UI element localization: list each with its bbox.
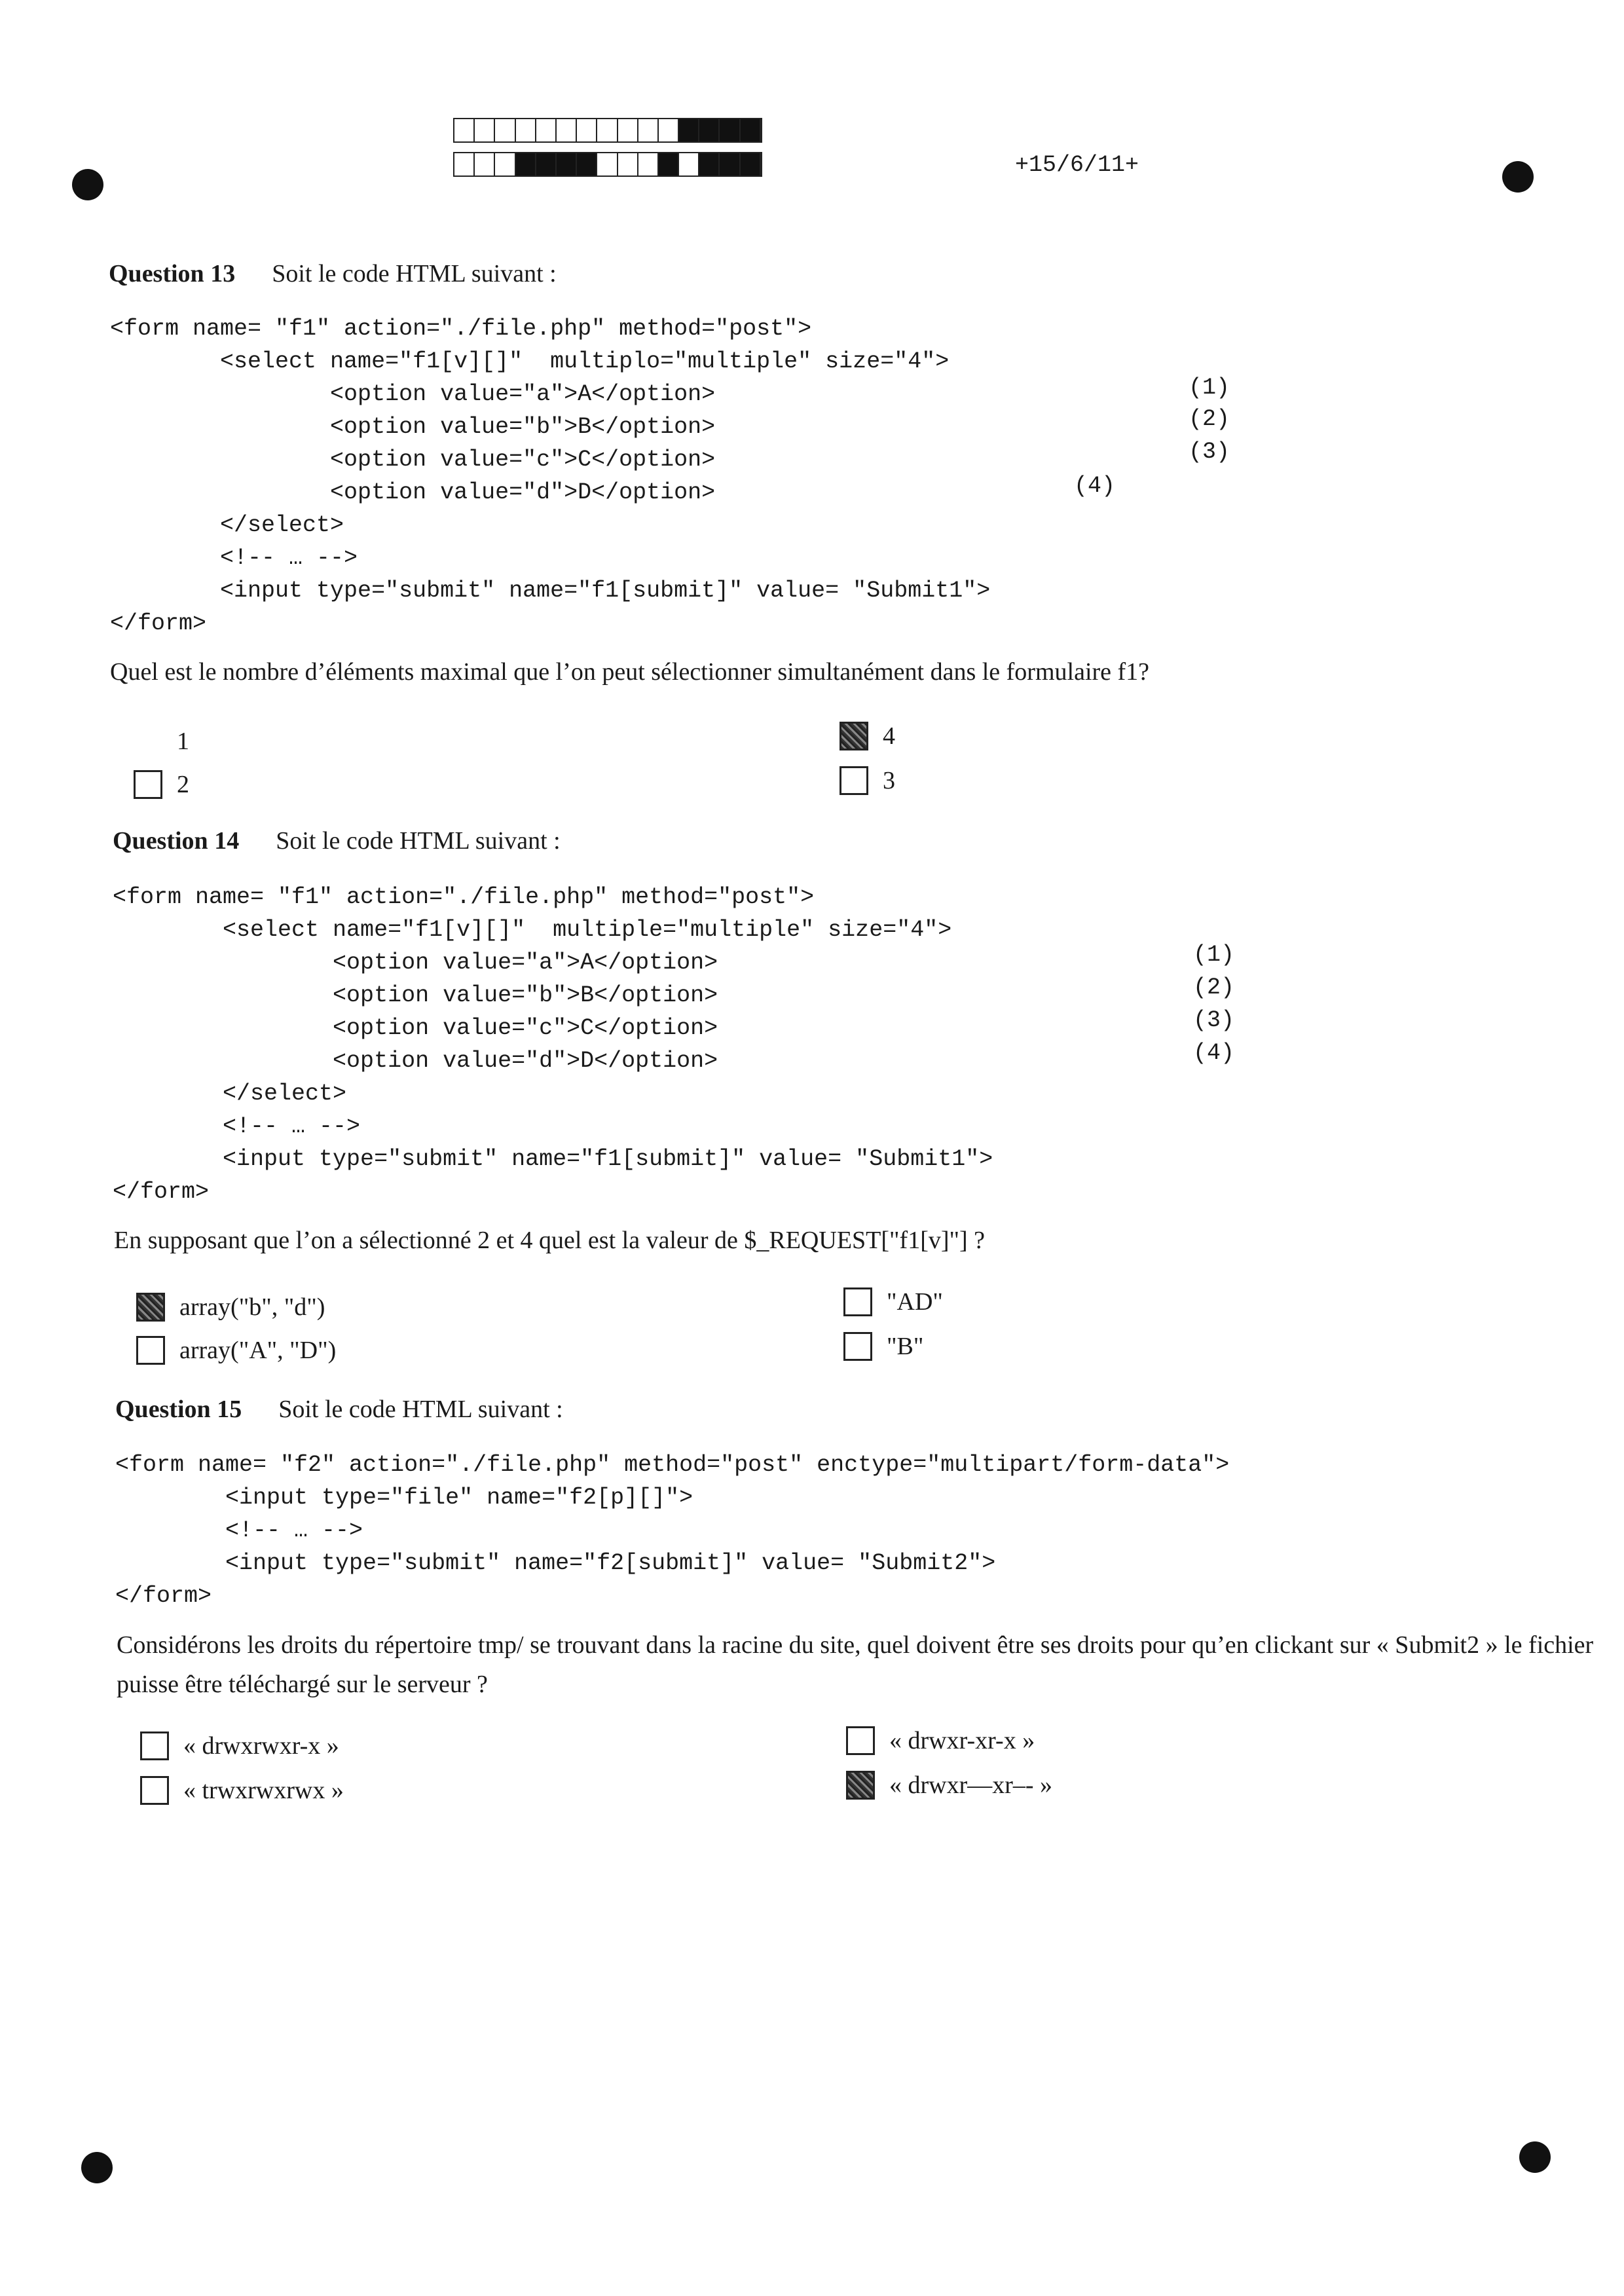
code-block bbox=[113, 881, 993, 1208]
barcode-cell bbox=[536, 153, 557, 176]
choice-label: "AD" bbox=[887, 1288, 943, 1316]
barcode-cell bbox=[516, 153, 536, 176]
code-line: <form name= "f1" action="./file.php" method="post"> bbox=[110, 316, 812, 342]
question-intro: Soit le code HTML suivant : bbox=[272, 260, 557, 287]
barcode-cell bbox=[597, 153, 618, 176]
answer-choice[interactable] bbox=[846, 1726, 1035, 1755]
barcode-cell bbox=[577, 153, 597, 176]
barcode-cell bbox=[454, 119, 475, 141]
barcode-cell bbox=[659, 153, 679, 176]
answer-choice[interactable] bbox=[136, 1293, 325, 1322]
choice-label: "B" bbox=[887, 1333, 924, 1360]
barcode-cell bbox=[516, 119, 536, 141]
code-line: <input type="submit" name="f1[submit]" value= "Submit1"> bbox=[113, 1146, 993, 1172]
barcode-cell bbox=[720, 153, 740, 176]
question-prompt: Considérons les droits du répertoire tmp/ se trouvant dans la racine du site, quel doivent être ses droits pour qu’en clickant sur « Submit2 » le fichier puisse être téléchargé sur le serveur ? bbox=[117, 1631, 1594, 1698]
registration-mark-bottom-right bbox=[1519, 2141, 1551, 2173]
barcode-cell bbox=[597, 119, 618, 141]
page-code: +15/6/11+ bbox=[1015, 152, 1139, 178]
checkbox-checked[interactable] bbox=[840, 722, 868, 750]
question-intro: Soit le code HTML suivant : bbox=[276, 827, 561, 855]
registration-mark-bottom-left bbox=[81, 2152, 113, 2183]
code-line: <select name="f1[v][]" multiplo="multiple" size="4"> bbox=[110, 348, 950, 375]
code-block bbox=[115, 1449, 1229, 1612]
answer-choice[interactable] bbox=[840, 722, 895, 750]
barcode-cell bbox=[699, 119, 720, 141]
line-number: (4) bbox=[1193, 1040, 1235, 1066]
code-line: <form name= "f2" action="./file.php" method="post" enctype="multipart/form-data"> bbox=[115, 1452, 1230, 1478]
code-line: <!-- … --> bbox=[115, 1517, 363, 1544]
code-line: <option value="c">C</option> bbox=[110, 447, 716, 473]
line-number: (4) bbox=[1074, 473, 1116, 499]
answer-choice[interactable] bbox=[140, 1731, 339, 1760]
checkbox[interactable] bbox=[843, 1287, 872, 1316]
checkbox[interactable] bbox=[846, 1726, 875, 1755]
choice-label: 1 bbox=[177, 728, 189, 755]
barcode-cell bbox=[741, 153, 761, 176]
code-line: </select> bbox=[110, 512, 344, 538]
barcode-cell bbox=[679, 153, 699, 176]
checkbox[interactable] bbox=[843, 1332, 872, 1361]
answer-choice[interactable] bbox=[846, 1771, 1052, 1800]
code-line: </form> bbox=[113, 1179, 210, 1205]
barcode-cell bbox=[557, 119, 577, 141]
barcode-cell bbox=[659, 119, 679, 141]
registration-mark-top-right bbox=[1502, 161, 1534, 193]
barcode-cell bbox=[475, 153, 495, 176]
choice-label: 3 bbox=[883, 767, 895, 794]
checkbox[interactable] bbox=[136, 1336, 165, 1365]
barcode-cell bbox=[577, 119, 597, 141]
choice-label: « drwxr-xr-x » bbox=[889, 1727, 1035, 1754]
line-number: (2) bbox=[1193, 974, 1235, 1001]
line-number: (3) bbox=[1189, 439, 1230, 465]
barcode-row-2 bbox=[453, 152, 762, 177]
barcode-cell bbox=[618, 119, 638, 141]
answer-choice[interactable] bbox=[840, 766, 895, 795]
choice-label: 2 bbox=[177, 771, 189, 798]
question-label: Question 15 bbox=[115, 1396, 242, 1423]
answer-choice[interactable] bbox=[843, 1287, 943, 1316]
choice-label: array("A", "D") bbox=[179, 1337, 337, 1364]
choice-label: « drwxr—xr–- » bbox=[889, 1771, 1053, 1799]
barcode-cell bbox=[536, 119, 557, 141]
choice-label: 4 bbox=[883, 722, 895, 750]
answer-choice[interactable] bbox=[136, 1336, 336, 1365]
question-intro: Soit le code HTML suivant : bbox=[278, 1396, 563, 1423]
line-number: (1) bbox=[1189, 375, 1230, 401]
barcode-cell bbox=[638, 119, 659, 141]
registration-mark-top-left bbox=[72, 169, 103, 200]
barcode-cell bbox=[741, 119, 761, 141]
code-line: <option value="a">A</option> bbox=[113, 950, 718, 976]
barcode-cell bbox=[679, 119, 699, 141]
checkbox[interactable] bbox=[134, 770, 162, 799]
answer-choice[interactable] bbox=[140, 1776, 344, 1805]
question-15-header bbox=[115, 1395, 563, 1424]
code-line: </select> bbox=[113, 1081, 347, 1107]
code-line: <!-- … --> bbox=[110, 545, 358, 571]
code-line: <select name="f1[v][]" multiple="multiple" size="4"> bbox=[113, 917, 952, 943]
barcode-cell bbox=[454, 153, 475, 176]
code-line: <input type="submit" name="f1[submit]" value= "Submit1"> bbox=[110, 578, 991, 604]
barcode-cell bbox=[699, 153, 720, 176]
barcode-cell bbox=[618, 153, 638, 176]
barcode-cell bbox=[557, 153, 577, 176]
barcode-cell bbox=[495, 119, 515, 141]
question-label: Question 13 bbox=[109, 260, 236, 287]
question-label: Question 14 bbox=[113, 827, 240, 855]
code-line: <option value="d">D</option> bbox=[113, 1048, 718, 1074]
line-number: (1) bbox=[1193, 942, 1235, 968]
barcode-row-1 bbox=[453, 118, 762, 143]
answer-choice[interactable] bbox=[134, 727, 189, 756]
code-line: <option value="c">C</option> bbox=[113, 1015, 718, 1041]
code-line: <!-- … --> bbox=[113, 1113, 361, 1139]
answer-choice[interactable] bbox=[134, 770, 189, 799]
checkbox-checked[interactable] bbox=[846, 1771, 875, 1800]
code-line: <form name= "f1" action="./file.php" method="post"> bbox=[113, 884, 815, 910]
code-line: <option value="d">D</option> bbox=[110, 479, 716, 506]
barcode-cell bbox=[475, 119, 495, 141]
checkbox[interactable] bbox=[140, 1731, 169, 1760]
code-block bbox=[110, 312, 990, 640]
barcode-cell bbox=[638, 153, 659, 176]
code-line: <option value="b">B</option> bbox=[113, 982, 718, 1009]
line-number: (2) bbox=[1189, 406, 1230, 432]
checkbox[interactable] bbox=[840, 766, 868, 795]
checkbox-checked[interactable] bbox=[136, 1293, 165, 1322]
question-prompt: Quel est le nombre d’éléments maximal que l’on peut sélectionner simultanément dans le formulaire f1? bbox=[110, 658, 1150, 686]
choice-label: « drwxrwxr-x » bbox=[183, 1732, 339, 1760]
code-line: <input type="submit" name="f2[submit]" value= "Submit2"> bbox=[115, 1550, 996, 1576]
barcode-cell bbox=[720, 119, 740, 141]
code-line: <option value="b">B</option> bbox=[110, 414, 716, 440]
question-14-header bbox=[113, 826, 561, 855]
choice-label: « trwxrwxrwx » bbox=[183, 1777, 344, 1804]
choice-label: array("b", "d") bbox=[179, 1293, 325, 1321]
line-number: (3) bbox=[1193, 1007, 1235, 1033]
checkbox[interactable] bbox=[134, 727, 162, 756]
code-line: <option value="a">A</option> bbox=[110, 381, 716, 407]
question-13-header bbox=[109, 259, 557, 288]
answer-choice[interactable] bbox=[843, 1332, 923, 1361]
barcode-cell bbox=[495, 153, 515, 176]
question-prompt: En supposant que l’on a sélectionné 2 et 4 quel est la valeur de $_REQUEST["f1[v]"] ? bbox=[114, 1227, 986, 1254]
code-line: </form> bbox=[115, 1583, 212, 1609]
checkbox[interactable] bbox=[140, 1776, 169, 1805]
code-line: </form> bbox=[110, 610, 207, 637]
code-line: <input type="file" name="f2[p][]"> bbox=[115, 1485, 693, 1511]
